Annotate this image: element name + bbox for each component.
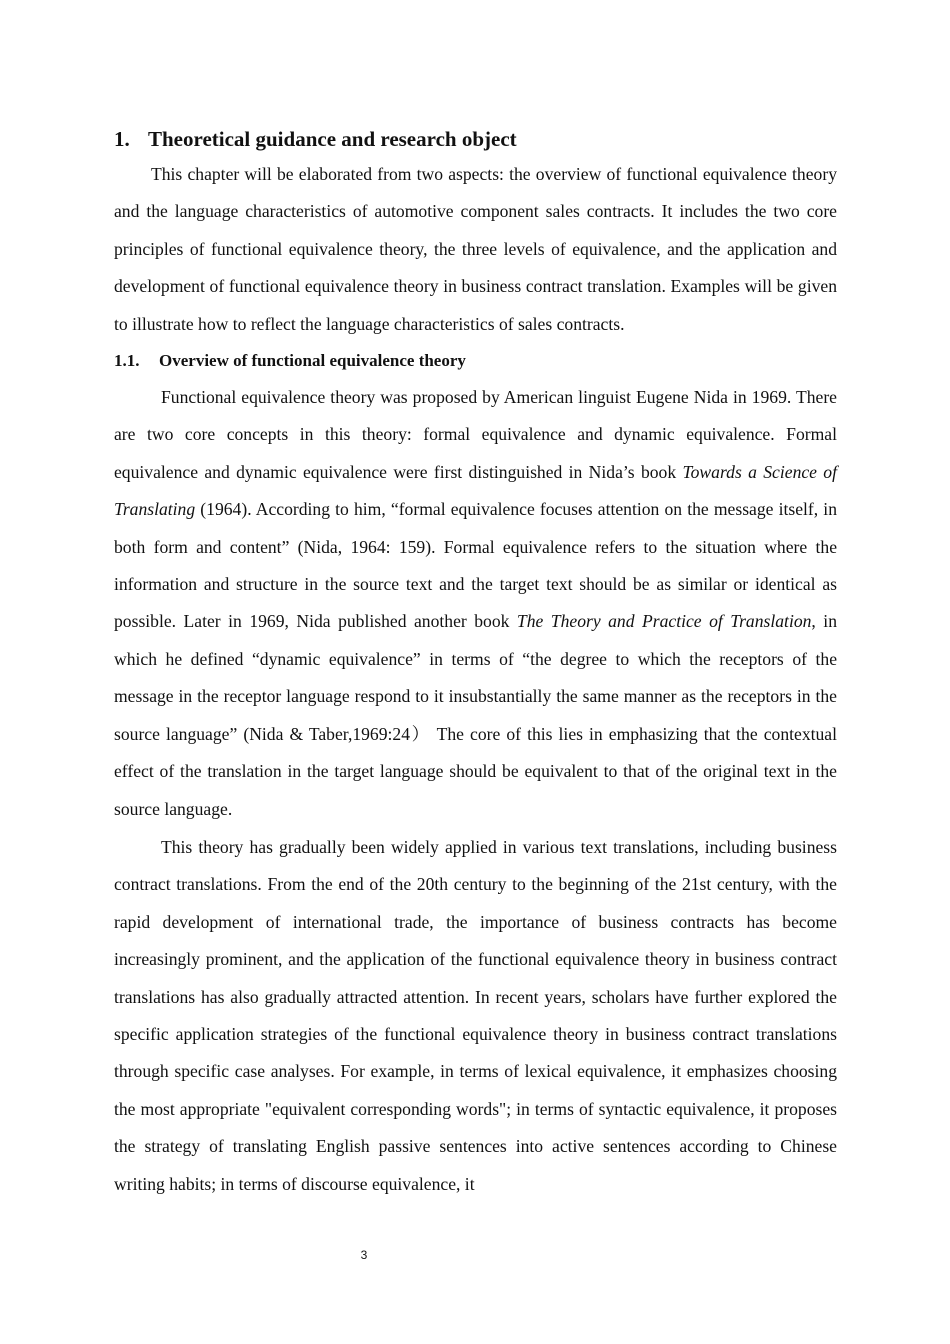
subsection-heading: [114, 343, 837, 379]
book-title-theory-practice: The Theory and Practice of Translation: [516, 611, 812, 632]
subsection-title: Overview of functional equivalence theory: [159, 351, 466, 371]
section-heading: [114, 122, 837, 156]
page-body: [114, 122, 837, 1203]
theory-paragraph: [114, 379, 837, 828]
subsection-number: 1.1.: [114, 351, 140, 371]
theory-text-1: Functional equivalence theory was proposed by American linguist Eugene Nida in 1969. There are two core concepts in this theory: formal equivalence and dynamic equivalence. Formal equivalence and dynamic equivalence were first distinguished in Nida’s book: [114, 387, 837, 482]
section-title: Theoretical guidance and research object: [148, 127, 517, 151]
page-number: 3: [360, 1248, 368, 1262]
book-title-towards: Towards a Science of Translating: [114, 461, 837, 520]
theory-text-3: , in which he defined “dynamic equivalence” in terms of “the degree to which the receptors of the message in the receptor language respond to it insubstantially the same manner as the receptors in the source language” (Nida & Taber,1969:24） The core of this lies in emphasizing that the contextual effect of the translation in the target language should be equivalent to that of the original text in the source language.: [114, 611, 837, 819]
application-paragraph: This theory has gradually been widely applied in various text translations, including business contract translations. From the end of the 20th century to the beginning of the 21st century, with the rapid development of international trade, the importance of business contracts has become increasingly prominent, and the application of the functional equivalence theory in business contract translations has also gradually attracted attention. In recent years, scholars have further explored the specific application strategies of the functional equivalence theory in business contract translations through specific case analyses. For example, in terms of lexical equivalence, it emphasizes choosing the most appropriate "equivalent corresponding words"; in terms of syntactic equivalence, it proposes the strategy of translating English passive sentences into active sentences according to Chinese writing habits; in terms of discourse equivalence, it: [114, 836, 837, 1194]
intro-paragraph: This chapter will be elaborated from two aspects: the overview of functional equivalence theory and the language characteristics of automotive component sales contracts. It includes the two core principles of functional equivalence theory, the three levels of equivalence, and the application and development of functional equivalence theory in business contract translation. Examples will be given to illustrate how to reflect the language characteristics of sales contracts.: [114, 164, 837, 334]
section-number: 1.: [114, 127, 130, 151]
theory-text-2: (1964). According to him, “formal equivalence focuses attention on the message itself, in both form and content” (Nida, 1964: 159). Formal equivalence refers to the situation where the information and structure in the source text and the target text should be as similar or identical as possible. Later in 1969, Nida published another book: [114, 499, 837, 632]
